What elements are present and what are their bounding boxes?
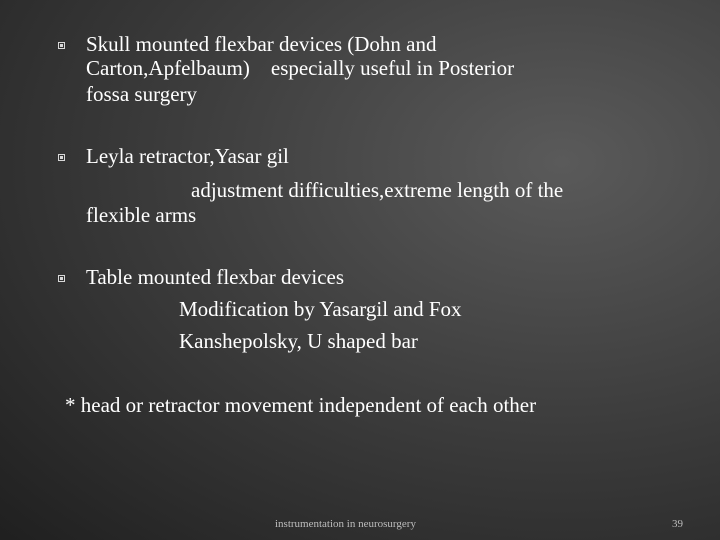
bullet-2-line-2: adjustment difficulties,extreme length of the [191,178,564,202]
bullet-1-line-3: fossa surgery [86,82,198,106]
bullet-1-line-2: Carton,Apfelbaum) especially useful in Posterior [86,56,515,80]
bullet-3-line-3: Kanshepolsky, U shaped bar [179,329,418,353]
bullet-2-line-3: flexible arms [86,203,197,227]
page-number: 39 [672,518,683,530]
square-bullet-icon [55,38,68,52]
bullet-3-line-2: Modification by Yasargil and Fox [179,297,462,321]
square-bullet-icon [55,271,68,285]
footer-text: instrumentation in neurosurgery [275,518,416,530]
square-bullet-icon [55,150,68,164]
note-text: * head or retractor movement independent of each other [65,393,537,417]
bullet-3-line-1: Table mounted flexbar devices [86,265,345,289]
bullet-2-line-1: Leyla retractor,Yasar gil [86,144,289,168]
bullet-1-line-1: Skull mounted flexbar devices (Dohn and [86,32,437,56]
